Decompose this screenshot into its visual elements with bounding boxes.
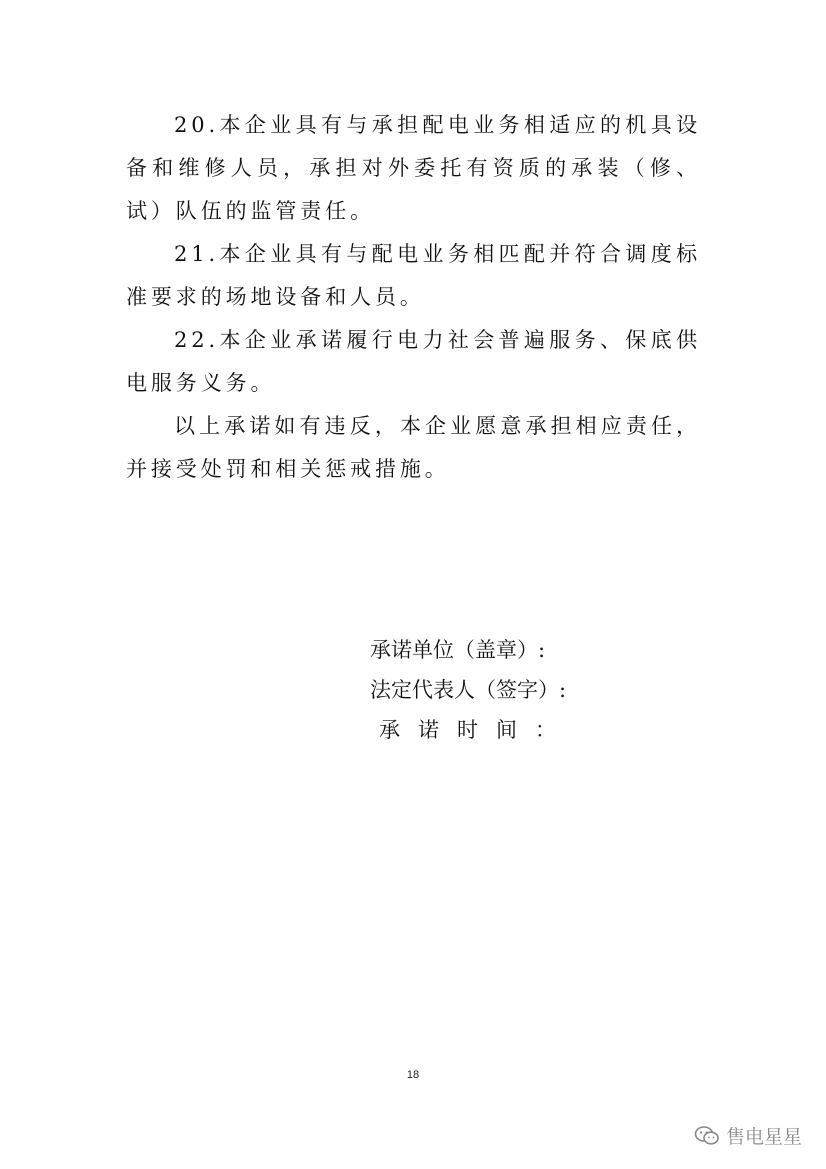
page-number: 18	[406, 1069, 420, 1081]
paragraph-21: 21.本企业具有与配电业务相匹配并符合调度标准要求的场地设备和人员。	[126, 242, 701, 309]
paragraph-22: 22.本企业承诺履行电力社会普遍服务、保底供电服务义务。	[126, 328, 701, 395]
signature-unit-line: 承诺单位（盖章）:	[370, 638, 546, 662]
signature-legal-rep-line: 法定代表人（签字）:	[370, 678, 567, 702]
closing-paragraph: 以上承诺如有违反，本企业愿意承担相应责任，并接受处罚和相关惩戒措施。	[126, 414, 701, 481]
paragraph-20: 20.本企业具有与承担配电业务相适应的机具设备和维修人员，承担对外委托有资质的承装（修、试）队伍的监管责任。	[126, 113, 701, 223]
signature-date-line: 承诺时间：	[379, 718, 574, 742]
wechat-icon	[694, 1125, 720, 1147]
watermark	[694, 1122, 802, 1149]
watermark-text: 售电星星	[725, 1126, 802, 1148]
signature-block	[370, 630, 670, 750]
